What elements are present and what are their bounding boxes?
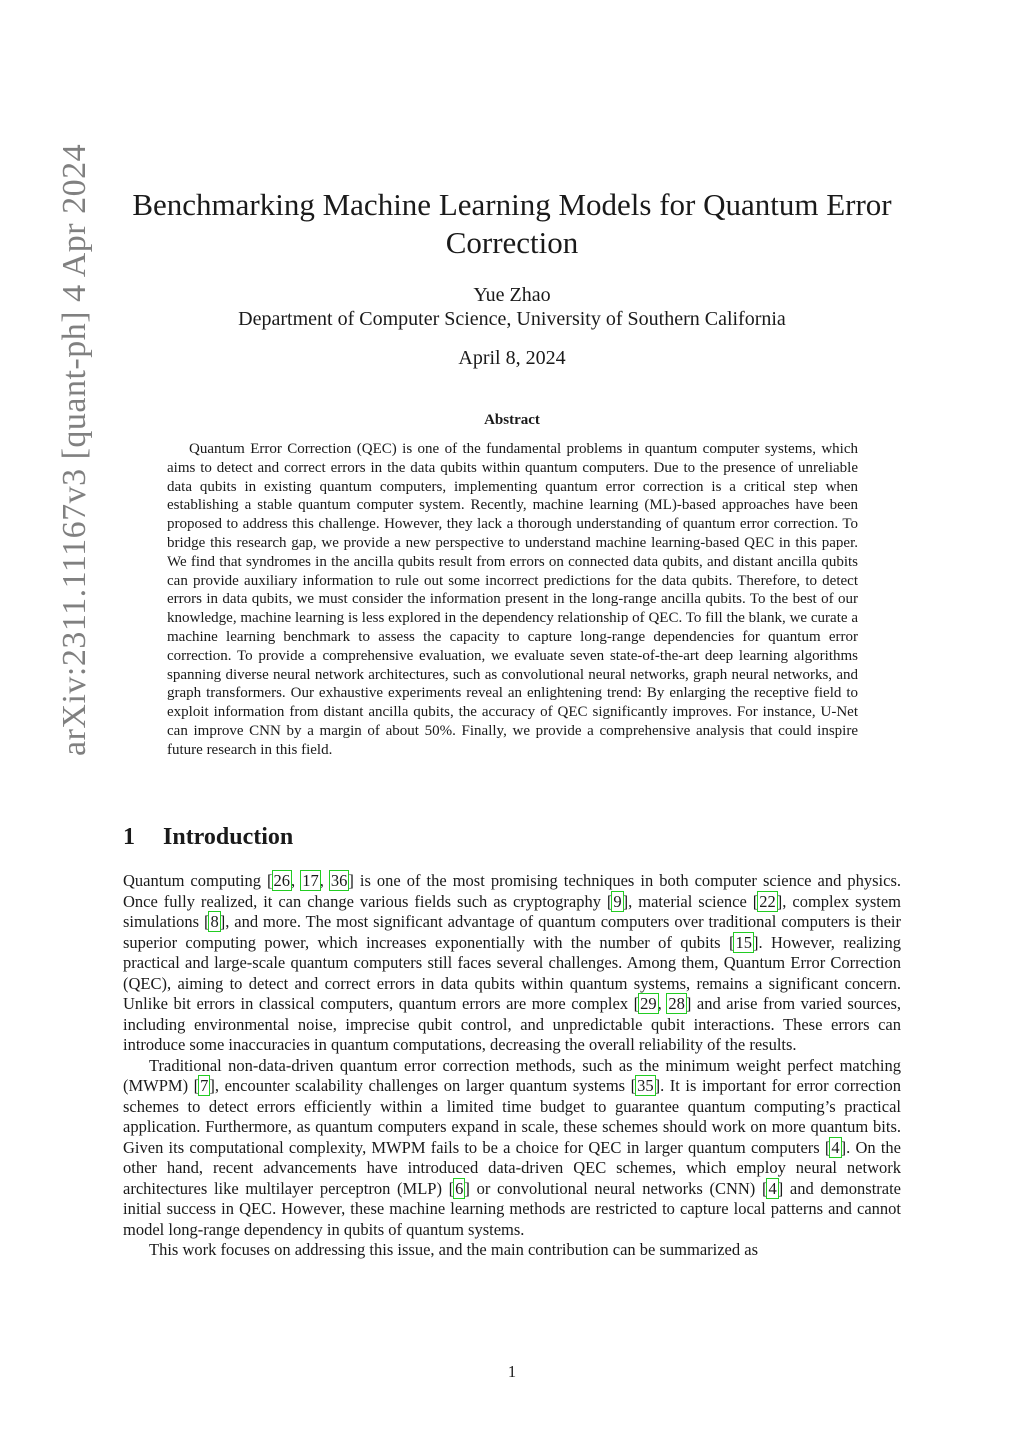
citation-link[interactable]: 36 (330, 871, 348, 890)
text-run: , (291, 871, 302, 890)
citation-link[interactable]: 6 (455, 1178, 464, 1198)
author-affiliation: Department of Computer Science, University of Southern California (238, 308, 786, 330)
text-run: ], encounter scalability challenges on larger quantum systems [ (209, 1076, 637, 1095)
abstract-heading: Abstract (484, 412, 540, 428)
intro-paragraph-1 (123, 871, 901, 1056)
text-run: Traditional non-data-driven quantum error correction methods, such as the minimum weight perfect matching (MWPM) [ (123, 1055, 901, 1095)
page-number: 1 (507, 1362, 517, 1381)
text-run: ], and more. The most significant advantage of quantum computers over traditional computers is their superior computing power, which increases exponentially with the number of qubits [ (123, 912, 901, 952)
citation-link[interactable]: 4 (768, 1178, 777, 1198)
intro-paragraph-3: This work focuses on addressing this issue, and the main contribution can be summarized as (149, 1240, 758, 1259)
text-run: ] or convolutional neural networks (CNN) [ (464, 1178, 768, 1198)
citation-link[interactable]: 15 (735, 932, 752, 952)
paper-title: Benchmarking Machine Learning Models for Quantum Error Correction (132, 187, 892, 260)
citation-link[interactable]: 9 (613, 891, 622, 911)
arxiv-identifier-stamp: arXiv:2311.11167v3 [quant-ph] 4 Apr 2024 (56, 143, 93, 756)
text-run: ] is one of the most promising techniques in both computer science and physics. Once fully realized, it can change various fields such as cryptography [ (123, 871, 902, 911)
citation-link[interactable]: 17 (302, 871, 319, 890)
citation-link[interactable]: 29 (640, 994, 657, 1013)
publication-date: April 8, 2024 (458, 347, 566, 369)
citation-link[interactable]: 26 (273, 871, 291, 890)
text-run: , (319, 871, 330, 890)
citation-link[interactable]: 22 (759, 891, 776, 911)
section-title: Introduction (163, 824, 294, 850)
text-run: ] and arise from varied sources, including environmental noise, imprecise qubit control, and unpredictable qubit interactions. These errors can introduce some inaccuracies in quantum computations, decreasing the overall reliability of the results. (123, 994, 902, 1054)
text-run: ], complex system simulations [ (123, 891, 901, 931)
author-name: Yue Zhao (473, 284, 551, 306)
text-run: ], material science [ (622, 891, 759, 911)
text-run: ] and demonstrate initial success in QEC. However, these machine learning methods are restricted to capture local patterns and cannot model long-range dependency in qubits of quantum systems. (123, 1178, 902, 1239)
intro-paragraph-2 (123, 1056, 901, 1241)
citation-link[interactable]: 7 (200, 1076, 209, 1095)
text-run: ]. On the other hand, recent advancements have introduced data-driven QEC schemes, which employ neural network architectures like multilayer perceptron (MLP) [ (123, 1137, 901, 1198)
citation-link[interactable]: 28 (668, 994, 685, 1013)
citation-link[interactable]: 8 (210, 912, 219, 931)
section-heading (123, 824, 293, 851)
citation-link[interactable]: 4 (831, 1137, 840, 1157)
abstract-text: Quantum Error Correction (QEC) is one of the fundamental problems in quantum computer systems, which aims to detect and correct errors in the data qubits within quantum computers. Due to the presence of unreliable data qubits in existing quantum computers, implementing quantum error correction is a critical step when establishing a stable quantum computer system. Recently, machine learning (ML)-based approaches have been proposed to address this challenge. However, they lack a thorough understanding of quantum error correction. To bridge this research gap, we provide a new perspective to understand machine learning-based QEC in this paper. We find that syndromes in the ancilla qubits result from errors on connected data qubits, and distant ancilla qubits can provide auxiliary information to rule out some incorrect predictions for the data qubits. Therefore, to detect errors in data qubits, we must consider the information present in the long-range ancilla qubits. To the best of our knowledge, machine learning is less explored in the dependency relationship of QEC. To fill the blank, we curate a machine learning benchmark to assess the capacity to capture long-range dependencies for quantum error correction. To provide a comprehensive evaluation, we evaluate seven state-of-the-art deep learning algorithms spanning diverse neural network architectures, such as convolutional neural networks, graph neural networks, and graph transformers. Our exhaustive experiments reveal an enlightening trend: By enlarging the receptive field to exploit information from distant ancilla qubits, the accuracy of QEC significantly improves. For instance, U-Net can improve CNN by a margin of about 50%. Finally, we provide a comprehensive analysis that could inspire future research in this field. (167, 441, 858, 758)
text-run: , (657, 994, 668, 1013)
introduction-body (123, 871, 901, 1261)
citation-link[interactable]: 35 (637, 1076, 654, 1095)
text-run: ]. It is important for error correction schemes to detect errors efficiently within a limited time budget to guarantee quantum computing’s practical application. Furthermore, as quantum computers expand in scale, these schemes should work on more quantum bits. Given its computational complexity, MWPM fails to be a choice for QEC in larger quantum computers [ (123, 1076, 901, 1157)
text-run: Quantum computing [ (123, 871, 273, 890)
text-run: ]. However, realizing practical and large-scale quantum computers still faces several challenges. Among them, Quantum Error Correction (QEC), aiming to detect and correct errors in data qubits within quantum systems, remains a significant concern. Unlike bit errors in classical computers, quantum errors are more complex [ (123, 932, 901, 1013)
section-number: 1 (123, 824, 135, 850)
